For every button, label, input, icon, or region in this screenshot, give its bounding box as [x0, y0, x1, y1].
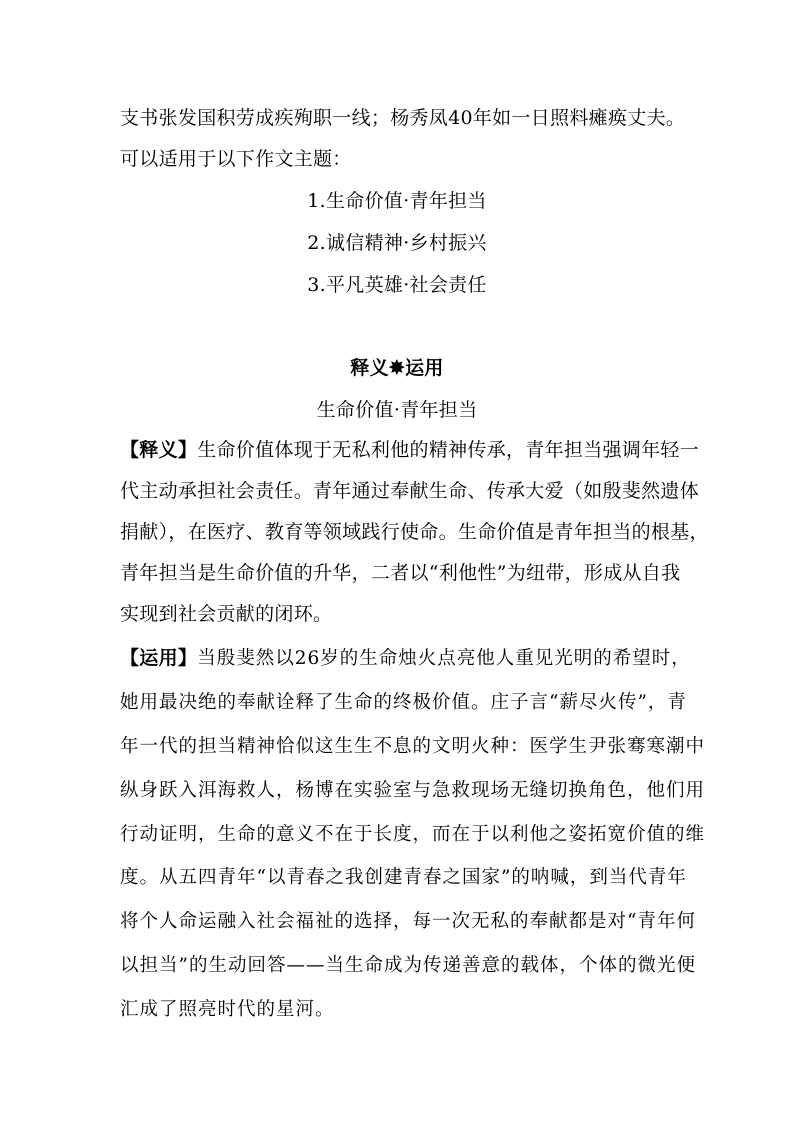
yunyong-line-9: 汇成了照亮时代的星河。 [120, 999, 335, 1020]
section-subtitle: 生命价值·青年担当 [316, 399, 478, 421]
yunyong-line-1 [120, 646, 691, 671]
theme-item-2: 2.诚信精神·乡村振兴 [307, 232, 487, 254]
yunyong-line-3: 年一代的担当精神恰似这生生不息的文明火种：医学生尹张骞寒潮中 [120, 736, 706, 757]
shiyi-line-5: 实现到社会贡献的闭环。 [120, 603, 333, 625]
yunyong-line-7: 将个人命运融入社会福祉的选择，每一次无私的奉献都是对“青年何 [120, 911, 696, 932]
intro-line-1: 支书张发国积劳成疾殉职一线；杨秀凤40年如一日照料瘫痪丈夫。 [120, 107, 686, 129]
shiyi-tag: 【释义】 [120, 439, 198, 461]
shiyi-line-4: 青年担当是生命价值的升华，二者以“利他性”为纽带，形成从自我 [120, 562, 681, 584]
yunyong-line-2: 她用最决绝的奉献诠释了生命的终极价值。庄子言“薪尽火传”，青 [120, 692, 687, 713]
shiyi-line-1 [120, 438, 699, 462]
intro-line-2: 可以适用于以下作文主题： [120, 148, 352, 170]
yunyong-text: 当殷斐然以26岁的生命烛火点亮他人重见光明的希望时， [197, 648, 691, 669]
yunyong-line-6: 度。从五四青年“以青春之我创建青春之国家”的呐喊，到当代青年 [120, 867, 687, 888]
theme-item-1: 1.生命价值·青年担当 [307, 190, 487, 212]
shiyi-line-3: 捐献），在医疗、教育等领域践行使命。生命价值是青年担当的根基， [120, 521, 709, 543]
yunyong-tag: 【运用】 [120, 647, 198, 669]
yunyong-line-4: 纵身跃入洱海救人，杨博在实验室与急救现场无缝切换角色，他们用 [120, 780, 706, 801]
yunyong-line-5: 行动证明，生命的意义不在于长度，而在于以利他之姿拓宽价值的维 [120, 824, 706, 845]
shiyi-text: 生命价值体现于无私利他的精神传承，青年担当强调年轻一 [197, 439, 700, 461]
shiyi-line-2: 代主动承担社会责任。青年通过奉献生命、传承大爱（如殷斐然遗体 [120, 480, 700, 502]
section-title: 释义✸运用 [350, 357, 444, 379]
yunyong-line-8: 以担当”的生动回答——当生命成为传递善意的载体，个体的微光便 [120, 955, 696, 976]
theme-item-3: 3.平凡英雄·社会责任 [307, 274, 487, 296]
